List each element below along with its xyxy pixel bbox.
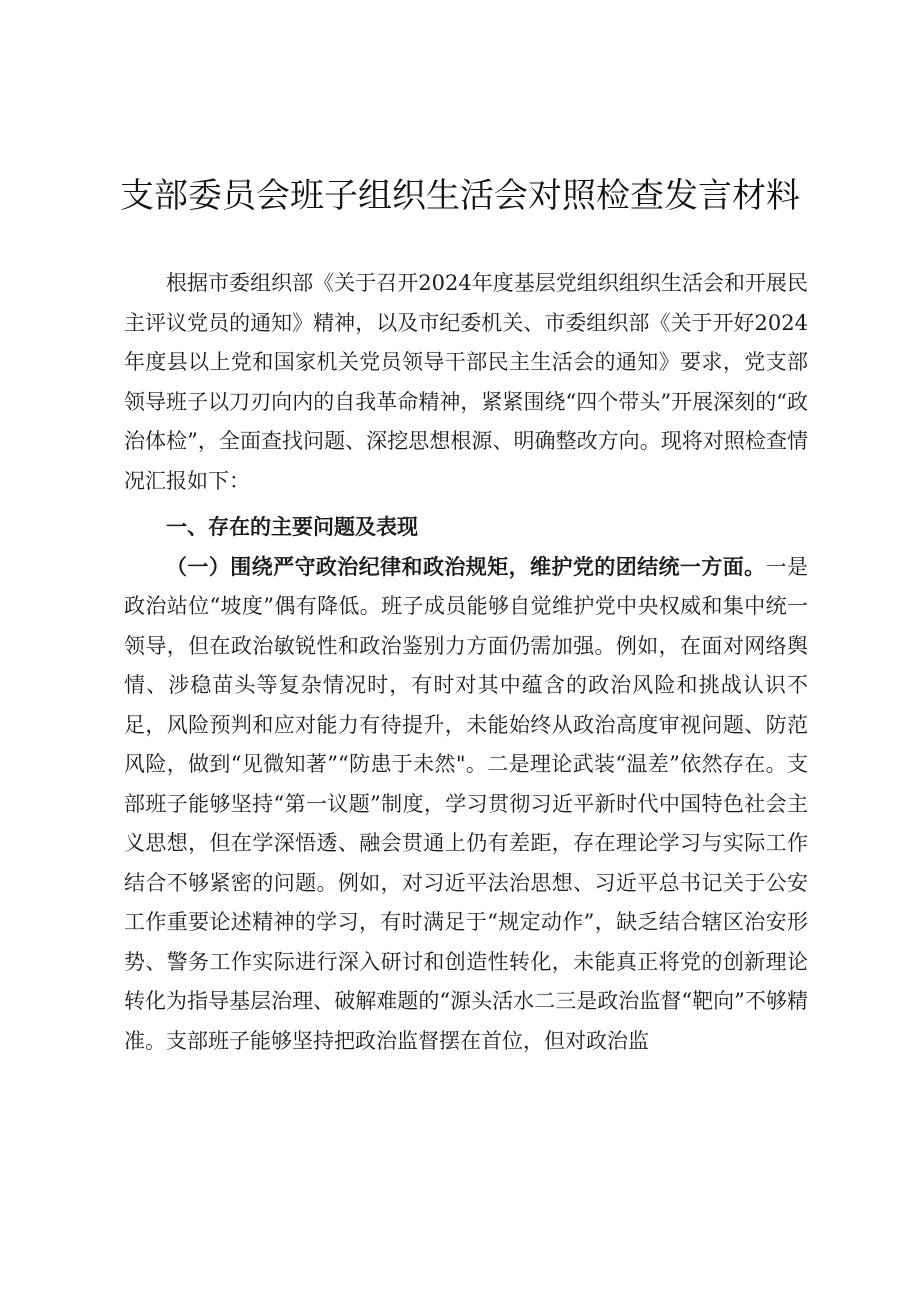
document-title: 支部委员会班子组织生活会对照检查发言材料: [120, 176, 800, 216]
section-heading: 一、存在的主要问题及表现: [166, 514, 418, 539]
subsection-paragraph: [124, 547, 808, 1062]
subsection-body: 一是政治站位“坡度”偶有降低。班子成员能够自觉维护党中央权威和集中统一领导，但在政治敏锐性和政治鉴别力方面仍需加强。例如，在面对网络舆情、涉稳苗头等复杂情况时，有时对其中蕴含的政治风险和挑战认识不足，风险预判和应对能力有待提升，未能始终从政治高度审视问题、防范风险，做到“见微知著”“防患于未然"。二是理论武装“温差”依然存在。支部班子能够坚持“第一议题”制度，学习贯彻习近平新时代中国特色社会主义思想，但在学深悟透、融会贯通上仍有差距，存在理论学习与实际工作结合不够紧密的问题。例如，对习近平法治思想、习近平总书记关于公安工作重要论述精神的学习，有时满足于“规定动作”，缺乏结合辖区治安形势、警务工作实际进行深入研讨和创造性转化，未能真正将党的创新理论转化为指导基层治理、破解难题的“源头活水二三是政治监督“靶向”不够精准。支部班子能够坚持把政治监督摆在首位，但对政治监: [124, 554, 809, 1053]
document-body: [124, 264, 808, 1061]
subsection-heading: （一）围绕严守政治纪律和政治规矩，维护党的团结统一方面。: [166, 553, 766, 579]
intro-paragraph: 根据市委组织部《关于召开2024年度基层党组织组织生活会和开展民主评议党员的通知》精神，以及市纪委机关、市委组织部《关于开好2024年度县以上党和国家机关党员领导干部民主生活会的通知》要求，党支部领导班子以刀刃向内的自我革命精神，紧紧围绕“四个带头”开展深刻的“政治体检”，全面查找问题、深挖思想根源、明确整改方向。现将对照检查情况汇报如下：: [124, 271, 808, 493]
